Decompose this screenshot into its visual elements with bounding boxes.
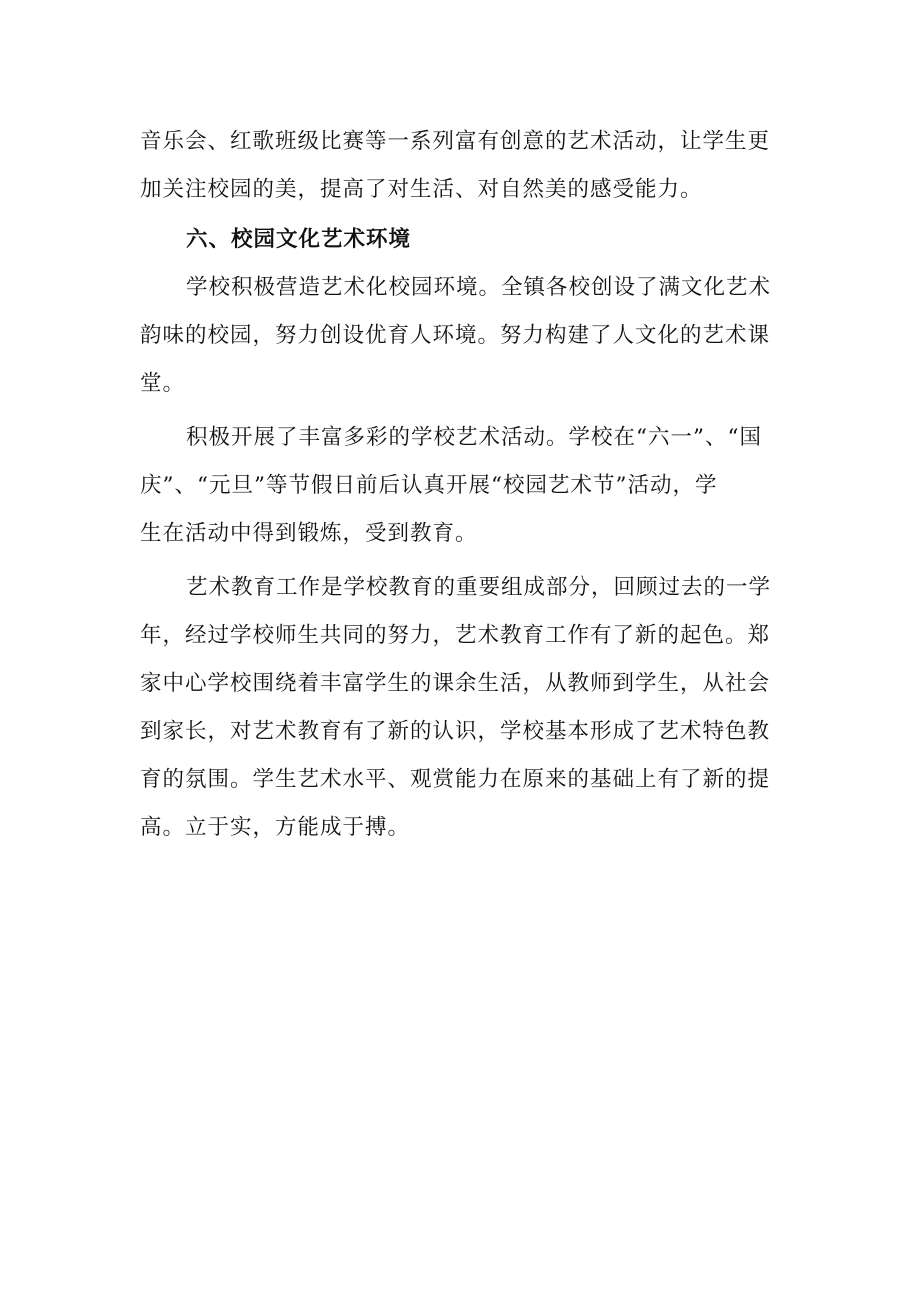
- text-line: 庆”、“元旦”等节假日前后认真开展“校园艺术节”活动，学: [140, 473, 718, 498]
- text-line: 加关注校园的美，提高了对生活、对自然美的感受能力。: [140, 177, 703, 202]
- text-line: 年，经过学校师生共同的努力，艺术教育工作有了新的起色。郑: [140, 623, 771, 648]
- text-line: 韵味的校园，努力创设优育人环境。努力构建了人文化的艺术课: [140, 323, 771, 348]
- text-line: 育的氛围。学生艺术水平、观赏能力在原来的基础上有了新的提: [140, 767, 771, 792]
- text-line: 生在活动中得到锻炼，受到教育。: [140, 521, 478, 546]
- paragraph-art-activities: [140, 414, 784, 558]
- text-line: 艺术教育工作是学校教育的重要组成部分，回顾过去的一学: [186, 575, 772, 600]
- section-heading: 六、校园文化艺术环境: [186, 227, 412, 252]
- paragraph-campus-environment: [140, 264, 784, 408]
- text-line: 积极开展了丰富多彩的学校艺术活动。学校在“六一”、“国: [186, 425, 762, 450]
- text-line: 家中心学校围绕着丰富学生的课余生活，从教师到学生，从社会: [140, 671, 771, 696]
- text-line: 堂。: [140, 371, 186, 396]
- text-line: 到家长，对艺术教育有了新的认识，学校基本形成了艺术特色教: [140, 719, 771, 744]
- text-line: 音乐会、红歌班级比赛等一系列富有创意的艺术活动，让学生更: [140, 129, 771, 154]
- text-line: 高。立于实，方能成于搏。: [140, 815, 411, 840]
- document-body: [140, 118, 784, 852]
- paragraph-summary: [140, 564, 784, 852]
- text-line: 学校积极营造艺术化校园环境。全镇各校创设了满文化艺术: [186, 275, 772, 300]
- intro-paragraph: [140, 118, 784, 214]
